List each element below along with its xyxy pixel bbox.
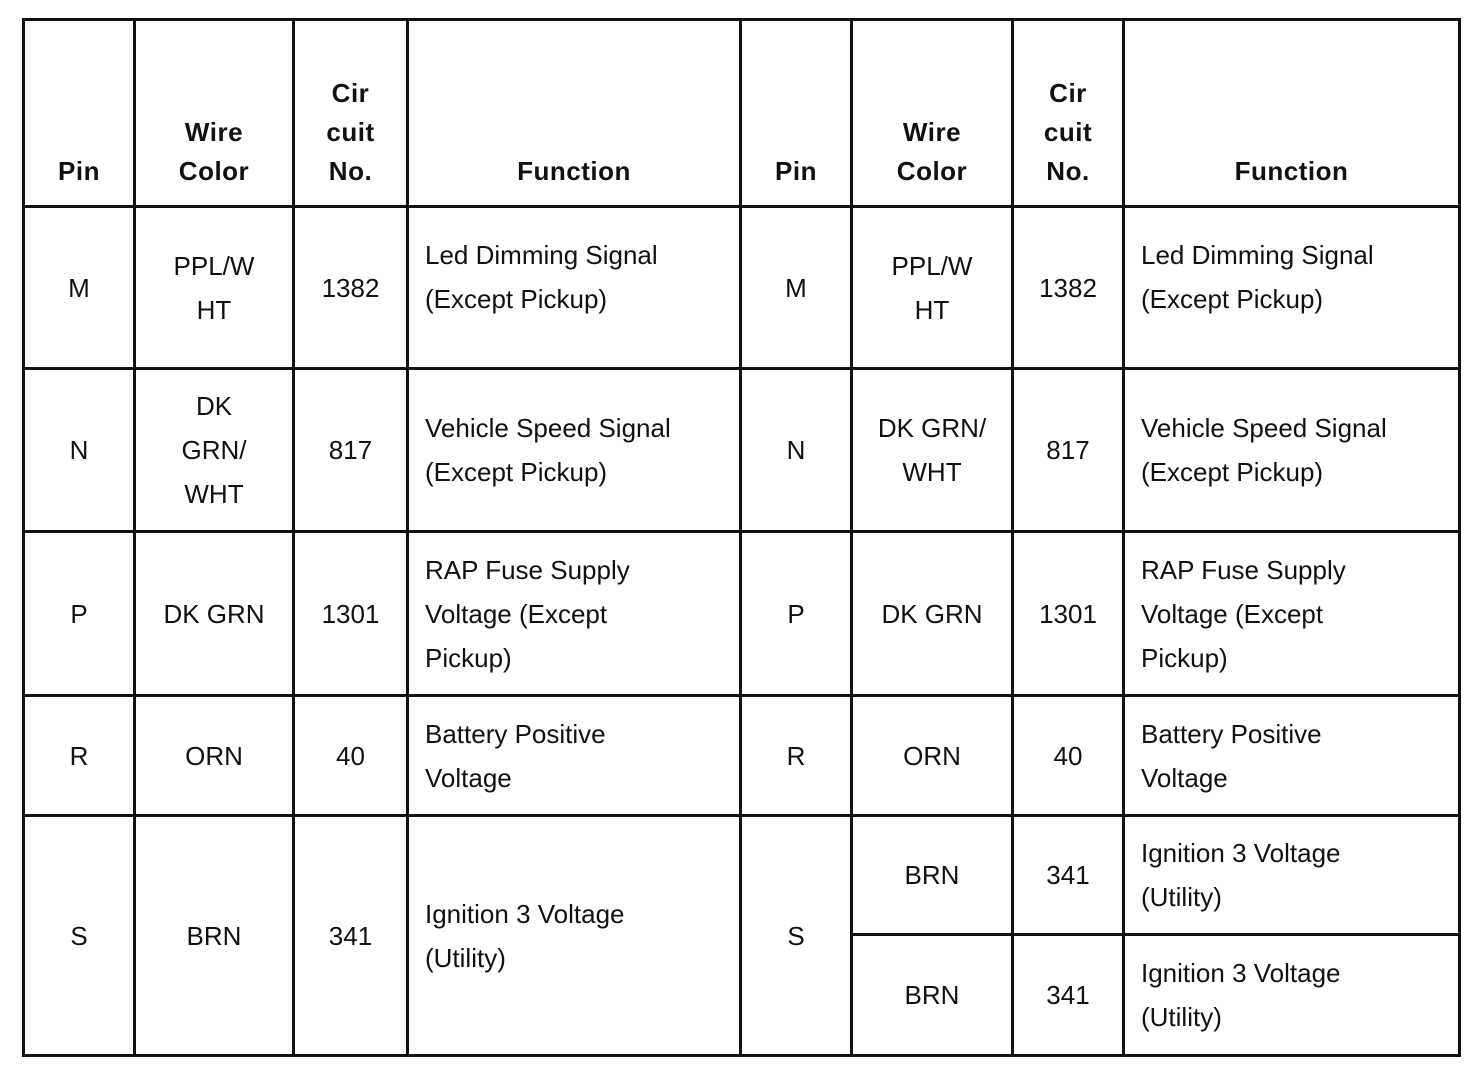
header-circuit-no: Cir cuit No.: [1013, 20, 1124, 207]
pin-cell: N: [24, 369, 135, 532]
function-cell: Led Dimming Signal (Except Pickup): [1124, 207, 1460, 369]
table-row: [24, 532, 1460, 696]
function-cell: Led Dimming Signal (Except Pickup): [408, 207, 741, 369]
pin-cell: R: [24, 696, 135, 816]
header-pin: Pin: [24, 20, 135, 207]
function-cell: Ignition 3 Voltage (Utility): [1124, 816, 1460, 935]
pin-cell: P: [24, 532, 135, 696]
wire-color-cell: DK GRN/ WHT: [852, 369, 1013, 532]
header-wire-color: Wire Color: [852, 20, 1013, 207]
header-function: Function: [408, 20, 741, 207]
function-cell: Ignition 3 Voltage (Utility): [408, 816, 741, 1056]
header-wire-color: Wire Color: [135, 20, 294, 207]
wire-color-cell: BRN: [852, 935, 1013, 1056]
pin-cell: M: [741, 207, 852, 369]
circuit-cell: 1301: [294, 532, 408, 696]
wire-color-cell: DK GRN/ WHT: [135, 369, 294, 532]
function-cell: Battery Positive Voltage: [408, 696, 741, 816]
wire-color-cell: ORN: [852, 696, 1013, 816]
function-cell: Vehicle Speed Signal (Except Pickup): [408, 369, 741, 532]
pin-cell: N: [741, 369, 852, 532]
wire-color-cell: PPL/W HT: [852, 207, 1013, 369]
function-cell: Vehicle Speed Signal (Except Pickup): [1124, 369, 1460, 532]
pin-cell: S: [24, 816, 135, 1056]
circuit-cell: 1382: [1013, 207, 1124, 369]
table-row: [24, 816, 1460, 935]
circuit-cell: 1382: [294, 207, 408, 369]
wire-color-cell: DK GRN: [852, 532, 1013, 696]
circuit-cell: 40: [294, 696, 408, 816]
wire-color-cell: BRN: [852, 816, 1013, 935]
header-function: Function: [1124, 20, 1460, 207]
circuit-cell: 341: [294, 816, 408, 1056]
function-cell: Ignition 3 Voltage (Utility): [1124, 935, 1460, 1056]
header-circuit-no: Cir cuit No.: [294, 20, 408, 207]
circuit-cell: 817: [1013, 369, 1124, 532]
wire-color-cell: ORN: [135, 696, 294, 816]
wire-color-cell: DK GRN: [135, 532, 294, 696]
wire-color-cell: PPL/W HT: [135, 207, 294, 369]
circuit-cell: 1301: [1013, 532, 1124, 696]
header-row: [24, 20, 1460, 207]
function-cell: RAP Fuse Supply Voltage (Except Pickup): [1124, 532, 1460, 696]
wire-color-cell: BRN: [135, 816, 294, 1056]
table-row: [24, 369, 1460, 532]
circuit-cell: 341: [1013, 935, 1124, 1056]
pin-cell: M: [24, 207, 135, 369]
circuit-cell: 341: [1013, 816, 1124, 935]
pin-cell: R: [741, 696, 852, 816]
function-cell: Battery Positive Voltage: [1124, 696, 1460, 816]
pin-table: [22, 18, 1461, 1057]
pin-cell: P: [741, 532, 852, 696]
pin-cell: S: [741, 816, 852, 1056]
function-cell: RAP Fuse Supply Voltage (Except Pickup): [408, 532, 741, 696]
table-row: [24, 696, 1460, 816]
circuit-cell: 817: [294, 369, 408, 532]
table-row: [24, 207, 1460, 369]
header-pin: Pin: [741, 20, 852, 207]
circuit-cell: 40: [1013, 696, 1124, 816]
